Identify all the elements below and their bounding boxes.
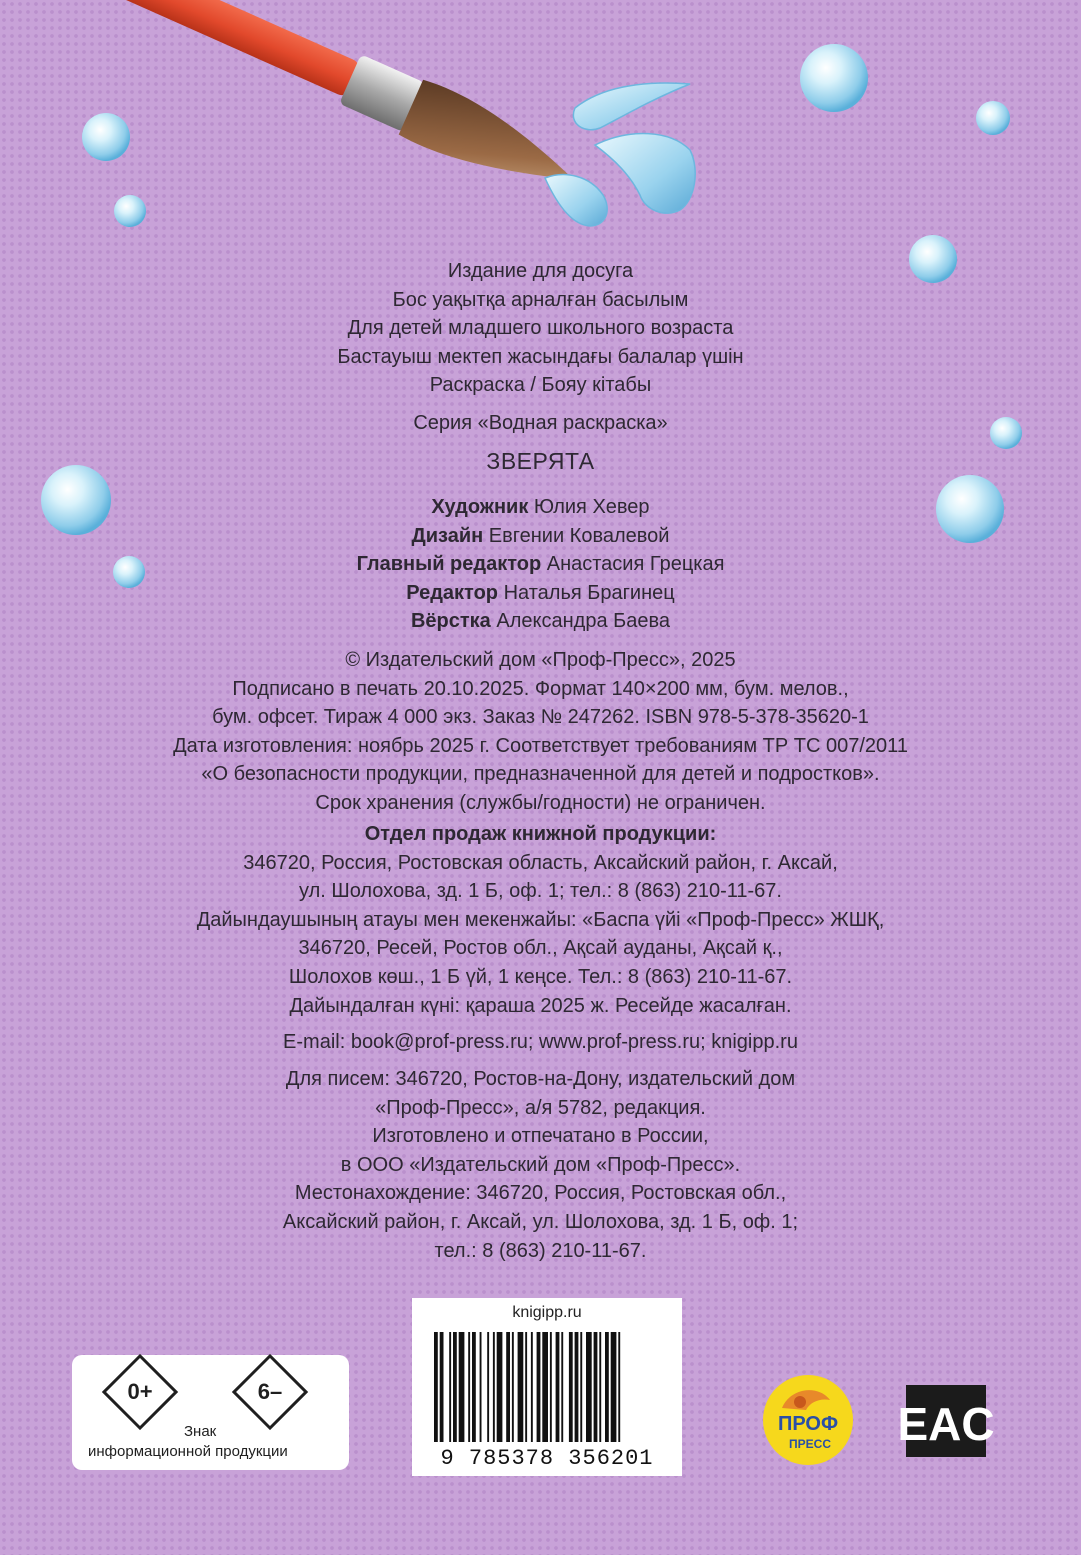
sales-line: Дайындаушының атауы мен мекенжайы: «Баспа үйі «Проф-Пресс» ЖШҚ, <box>196 908 885 931</box>
barcode-bar <box>531 1332 533 1442</box>
credit-line <box>0 522 1081 551</box>
barcode-bar <box>449 1332 451 1442</box>
barcode-bar <box>518 1332 524 1442</box>
head-line: Для детей младшего школьного возраста <box>347 317 734 340</box>
credit-role: Вёрстка <box>410 610 491 633</box>
letters-line: в ООО «Издательский дом «Проф-Пресс». <box>340 1153 741 1176</box>
barcode-bar <box>434 1332 438 1442</box>
barcode-bar <box>542 1332 548 1442</box>
credit-role: Главный редактор <box>356 553 542 576</box>
eac-mark-icon <box>897 1385 995 1457</box>
barcode-bar <box>556 1332 560 1442</box>
barcode-bar <box>618 1332 620 1442</box>
barcode-bar <box>525 1332 527 1442</box>
imprint-line: Подписано в печать 20.10.2025. Формат 140×200 мм, бум. мелов., <box>232 677 849 700</box>
book-title: ЗВЕРЯТА <box>486 448 595 474</box>
contacts-text: E-mail: book@prof-press.ru; www.prof-press.ru; knigipp.ru <box>283 1031 798 1053</box>
barcode-icon <box>412 1298 682 1448</box>
barcode-bar <box>497 1332 503 1442</box>
barcode-bar <box>506 1332 510 1442</box>
barcode-bar <box>586 1332 592 1442</box>
imprint-line: «О безопасности продукции, предназначенной для детей и подростков». <box>201 763 880 786</box>
letters-line: тел.: 8 (863) 210-11-67. <box>434 1239 647 1262</box>
contacts-line <box>0 1028 1081 1057</box>
barcode-bar <box>611 1332 617 1442</box>
letters-block <box>0 1065 1081 1265</box>
barcode-bar <box>575 1332 579 1442</box>
letters-line: Для писем: 346720, Ростов-на-Дону, издательский дом <box>285 1068 796 1090</box>
barcode-bar <box>453 1332 457 1442</box>
imprint-line: Срок хранения (службы/годности) не ограничен. <box>315 791 766 814</box>
age-rating-main: 0+ <box>127 1379 153 1404</box>
barcode-bar <box>480 1332 482 1442</box>
age-rating-box <box>72 1355 349 1470</box>
publication-type-block <box>0 257 1081 400</box>
credit-name: Анастасия Грецкая <box>546 553 725 576</box>
sales-line: 346720, Россия, Ростовская область, Аксайский район, г. Аксай, <box>243 851 838 874</box>
credit-line <box>0 493 1081 522</box>
sales-block <box>0 820 1081 1020</box>
series-text: Серия «Водная раскраска» <box>413 412 668 434</box>
head-line: Бастауыш мектеп жасындағы балалар үшін <box>337 345 744 368</box>
imprint-block <box>0 646 1081 818</box>
barcode-bar <box>440 1332 444 1442</box>
credit-name: Юлия Хевер <box>533 496 650 518</box>
head-line: Раскраска / Бояу кітабы <box>429 374 652 397</box>
barcode-digits: 9 785378 356201 <box>440 1446 654 1471</box>
letters-line: Аксайский район, г. Аксай, ул. Шолохова, зд. 1 Б, оф. 1; <box>282 1210 799 1233</box>
publisher-logo <box>760 1370 860 1470</box>
barcode-bar <box>537 1332 541 1442</box>
series-line <box>0 409 1081 438</box>
credit-name: Наталья Брагинец <box>503 581 675 604</box>
imprint-line: © Издательский дом «Проф-Пресс», 2025 <box>345 649 736 671</box>
credit-line <box>0 579 1081 608</box>
barcode-bar <box>468 1332 470 1442</box>
barcode-bar <box>459 1332 465 1442</box>
credits-block <box>0 493 1081 636</box>
sales-line: 346720, Ресей, Ростов обл., Ақсай ауданы, Ақсай қ., <box>298 937 783 960</box>
barcode-bar <box>493 1332 495 1442</box>
credit-line <box>0 550 1081 579</box>
letters-line: «Проф-Пресс», а/я 5782, редакция. <box>375 1096 706 1119</box>
credit-role: Художник <box>431 496 529 518</box>
water-splash-icon <box>545 83 695 226</box>
sales-line: Дайындалған күні: қараша 2025 ж. Ресейде жасалған. <box>289 994 792 1017</box>
barcode-bar <box>605 1332 609 1442</box>
credit-line <box>0 607 1081 636</box>
credit-role: Редактор <box>406 581 499 604</box>
head-line: Бос уақытқа арналған басылым <box>392 288 689 311</box>
sales-line: ул. Шолохова, зд. 1 Б, оф. 1; тел.: 8 (863) 210-11-67. <box>299 880 782 903</box>
letters-line: Изготовлено и отпечатано в России, <box>372 1125 709 1148</box>
barcode-panel <box>412 1298 682 1476</box>
age-caption-line1: Знак <box>184 1423 217 1440</box>
barcode-bar <box>580 1332 582 1442</box>
barcode-bar <box>472 1332 476 1442</box>
credit-role: Дизайн <box>411 524 484 547</box>
barcode-bar <box>569 1332 573 1442</box>
paint-brush-icon <box>77 0 587 208</box>
barcode-url: knigipp.ru <box>512 1304 582 1321</box>
logo-text-line1: ПРОФ <box>777 1413 839 1435</box>
barcode-bar <box>512 1332 514 1442</box>
age-caption-line2: информационной продукции <box>88 1443 288 1460</box>
barcode-bar <box>561 1332 563 1442</box>
barcode-bar <box>550 1332 552 1442</box>
sales-heading: Отдел продаж книжной продукции: <box>364 823 717 845</box>
head-line: Издание для досуга <box>447 260 634 282</box>
imprint-line: бум. офсет. Тираж 4 000 экз. Заказ № 247262. ISBN 978-5-378-35620-1 <box>212 706 869 729</box>
barcode-bar <box>599 1332 601 1442</box>
imprint-line: Дата изготовления: ноябрь 2025 г. Соответствует требованиям ТР ТС 007/2011 <box>173 734 908 757</box>
barcode-bar <box>487 1332 489 1442</box>
barcode-bar <box>594 1332 598 1442</box>
sales-line: Шолохов көш., 1 Б үй, 1 кеңсе. Тел.: 8 (863) 210-11-67. <box>288 965 793 988</box>
eac-mark-text: EAC <box>897 1398 995 1450</box>
letters-line: Местонахождение: 346720, Россия, Ростовская обл., <box>294 1182 787 1205</box>
age-rating-secondary: 6– <box>257 1379 283 1404</box>
credit-name: Александра Баева <box>496 610 671 633</box>
credit-name: Евгении Ковалевой <box>488 524 670 547</box>
logo-text-line2: ПРЕСС <box>789 1437 831 1451</box>
